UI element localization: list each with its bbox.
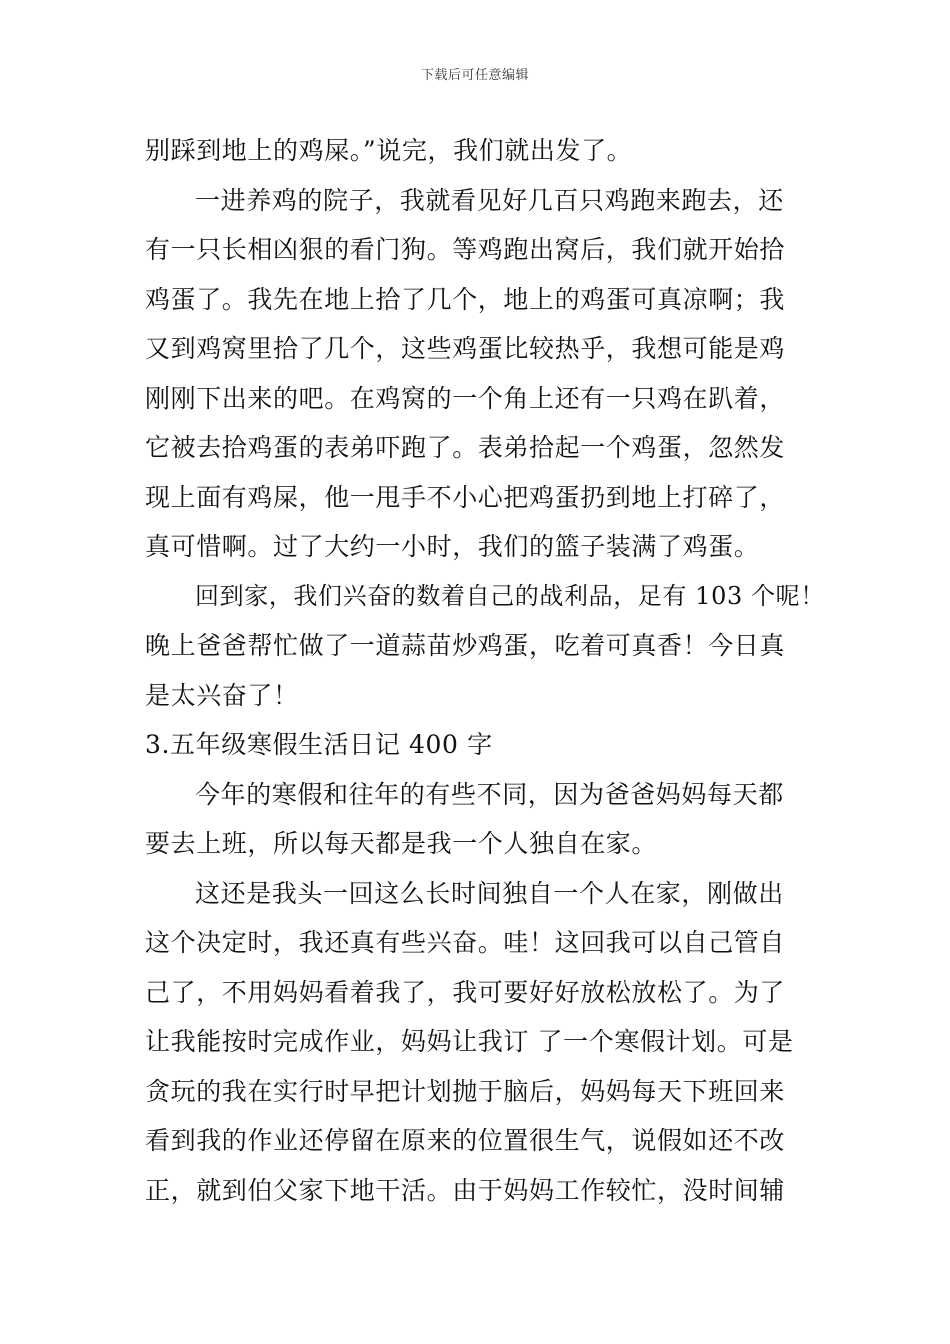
text-line: 这个决定时，我还真有些兴奋。哇！这回我可以自己管自 xyxy=(145,928,786,957)
text-line: 这还是我头一回这么长时间独自一个人在家，刚做出 xyxy=(195,878,784,908)
text-line: 己了，不用妈妈看着我了，我可要好好放松放松了。为了 xyxy=(145,977,786,1007)
text-line: 晚上爸爸帮忙做了一道蒜苗炒鸡蛋，吃着可真香！今日真 xyxy=(145,631,786,660)
text-line: 让我能按时完成作业，妈妈让我订 了一个寒假计划。可是 xyxy=(145,1027,794,1056)
text-line: 贪玩的我在实行时早把计划抛于脑后，妈妈每天下班回来 xyxy=(145,1076,786,1106)
text-line: 3.五年级寒假生活日记 400 字 xyxy=(145,730,493,759)
page-header: 下载后可任意编辑 xyxy=(420,68,529,83)
text-line: 是太兴奋了！ xyxy=(145,680,299,710)
text-line: 鸡蛋了。我先在地上拾了几个，地上的鸡蛋可真凉啊；我 xyxy=(145,284,786,314)
text-line: 看到我的作业还停留在原来的位置很生气，说假如还不改 xyxy=(145,1126,786,1155)
text-line: 刚刚下出来的吧。在鸡窝的一个角上还有一只鸡在趴着， xyxy=(145,383,786,413)
text-line: 一进养鸡的院子，我就看见好几百只鸡跑来跑去，还 xyxy=(195,185,784,215)
text-line: 现上面有鸡屎，他一甩手不小心把鸡蛋扔到地上打碎了， xyxy=(145,482,786,512)
text-line: 要去上班，所以每天都是我一个人独自在家。 xyxy=(145,829,658,858)
text-line: 正，就到伯父家下地干活。由于妈妈工作较忙，没时间辅 xyxy=(145,1175,786,1205)
text-line: 又到鸡窝里拾了几个，这些鸡蛋比较热乎，我想可能是鸡 xyxy=(145,334,786,363)
text-line: 它被去拾鸡蛋的表弟吓跑了。表弟拾起一个鸡蛋，忽然发 xyxy=(145,433,786,462)
body-text xyxy=(145,126,825,1215)
text-line: 回到家，我们兴奋的数着自己的战利品，足有 103 个呢！ xyxy=(195,581,825,610)
text-line: 今年的寒假和往年的有些不同，因为爸爸妈妈每天都 xyxy=(195,779,784,809)
text-line: 有一只长相凶狠的看门狗。等鸡跑出窝后，我们就开始拾 xyxy=(145,235,786,264)
text-line: 真可惜啊。过了大约一小时，我们的篮子装满了鸡蛋。 xyxy=(145,532,760,561)
text-line: 别踩到地上的鸡屎。”说完，我们就出发了。 xyxy=(145,136,633,165)
